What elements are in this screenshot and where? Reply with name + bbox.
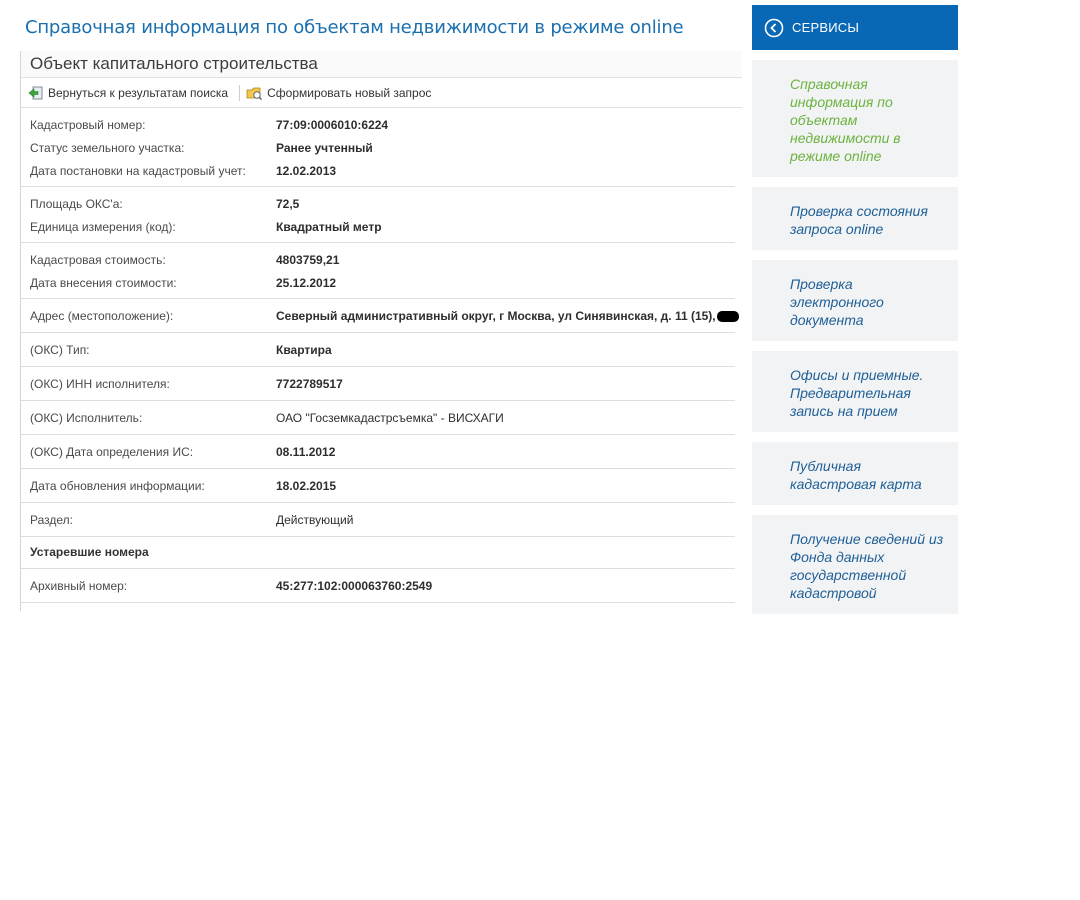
info-group-cost [21, 243, 735, 299]
new-request-button[interactable] [245, 85, 437, 101]
info-row [21, 248, 735, 271]
services-sidebar [752, 5, 958, 614]
obsolete-numbers-heading: Устаревшие номера [21, 537, 735, 569]
info-group-updated [21, 469, 735, 503]
info-row [21, 440, 735, 464]
row-value: Ранее учтенный [276, 140, 373, 155]
row-label: (ОКС) Исполнитель: [30, 411, 143, 425]
info-row [21, 406, 735, 430]
row-value: Действующий [276, 513, 354, 527]
info-row [21, 338, 735, 362]
new-request-label: Сформировать новый запрос [267, 85, 432, 100]
page-title: Справочная информация по объектам недвижимости в режиме online [25, 17, 684, 38]
row-label: Дата обновления информации: [30, 479, 205, 493]
info-row [21, 215, 735, 238]
row-label: Адрес (местоположение): [30, 309, 174, 323]
info-group-section [21, 503, 735, 537]
info-row [21, 159, 735, 182]
sidebar-item-data-fund[interactable]: Получение сведений из Фонда данных государственной кадастровой [752, 515, 958, 614]
row-label: Раздел: [30, 513, 73, 527]
row-label: Статус земельного участка: [30, 140, 185, 155]
row-label: (ОКС) ИНН исполнителя: [30, 377, 170, 391]
row-value: 45:277:102:000063760:2549 [276, 579, 433, 593]
sidebar-item-public-map[interactable]: Публичная кадастровая карта [752, 442, 958, 505]
sidebar-item-offices[interactable]: Офисы и приемные. Предварительная запись на прием [752, 351, 958, 432]
info-row [21, 474, 735, 498]
redaction-mark [717, 311, 739, 322]
toolbar [21, 78, 742, 108]
info-group-registration [21, 108, 735, 187]
object-panel [20, 51, 742, 611]
info-row [21, 136, 735, 159]
info-row [21, 271, 735, 294]
address-text: Северный административный округ, г Москва, ул Синявинская, д. 11 (15), [276, 309, 716, 323]
row-value: 18.02.2015 [276, 479, 337, 493]
row-label: (ОКС) Дата определения ИС: [30, 445, 194, 459]
info-group-area [21, 187, 735, 243]
row-label: Площадь ОКС'а: [30, 196, 123, 211]
row-label: Кадастровый номер: [30, 117, 146, 132]
chevron-left-circle-icon [764, 18, 784, 38]
sidebar-item-e-document-check[interactable]: Проверка электронного документа [752, 260, 958, 341]
info-group-is-date [21, 435, 735, 469]
services-header-label: СЕРВИСЫ [792, 20, 860, 35]
info-row [21, 113, 735, 136]
row-label: (ОКС) Тип: [30, 343, 90, 357]
sidebar-item-request-status[interactable]: Проверка состояния запроса online [752, 187, 958, 250]
row-value: 4803759,21 [276, 252, 340, 267]
info-row [21, 192, 735, 215]
row-value: Квартира [276, 343, 332, 357]
row-label: Дата внесения стоимости: [30, 275, 177, 290]
info-rows [21, 108, 735, 603]
row-label: Единица измерения (код): [30, 219, 176, 234]
info-group-type [21, 333, 735, 367]
row-label: Кадастровая стоимость: [30, 252, 166, 267]
new-request-icon [245, 85, 263, 101]
info-group-executor [21, 401, 735, 435]
row-value: 08.11.2012 [276, 445, 336, 459]
row-value: 77:09:0006010:6224 [276, 117, 389, 132]
sidebar-item-reference-info[interactable]: Справочная информация по объектам недвижимости в режиме online [752, 60, 958, 177]
info-row [21, 574, 735, 598]
services-header[interactable] [752, 5, 958, 50]
row-value: 72,5 [276, 196, 300, 211]
row-value: Квадратный метр [276, 219, 382, 234]
row-value [276, 309, 739, 323]
info-group-archive [21, 569, 735, 603]
toolbar-separator [239, 85, 240, 101]
panel-title: Объект капитального строительства [21, 51, 742, 78]
info-row [21, 508, 735, 532]
info-group-address [21, 299, 735, 333]
row-value: 12.02.2013 [276, 163, 337, 178]
back-to-results-button[interactable] [28, 85, 234, 101]
info-row [21, 304, 735, 328]
row-label: Дата постановки на кадастровый учет: [30, 163, 246, 178]
info-row [21, 372, 735, 396]
row-label: Архивный номер: [30, 579, 128, 593]
back-arrow-icon [28, 85, 44, 101]
row-value: ОАО "Госземкадастрсъемка" - ВИСХАГИ [276, 411, 504, 425]
row-value: 7722789517 [276, 377, 343, 391]
row-value: 25.12.2012 [276, 275, 337, 290]
info-group-inn [21, 367, 735, 401]
back-to-results-label: Вернуться к результатам поиска [48, 85, 229, 100]
